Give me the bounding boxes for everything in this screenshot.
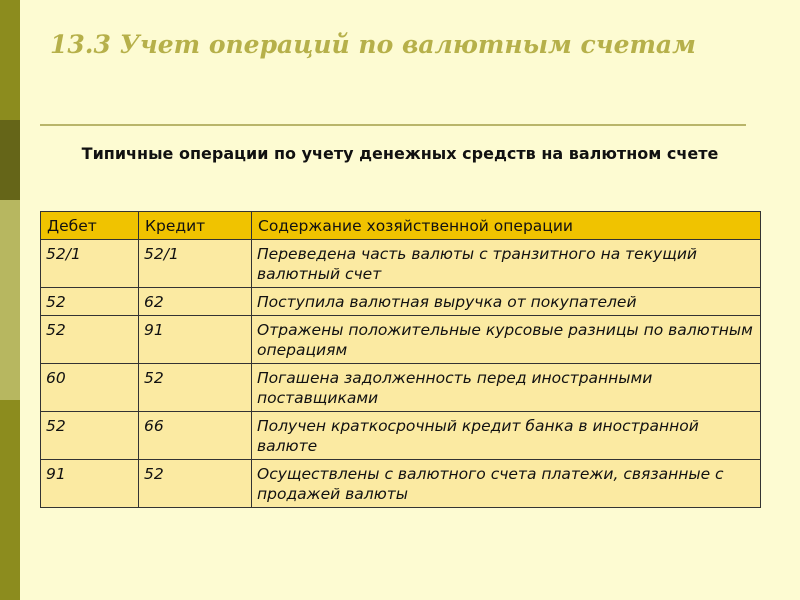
cell-content: Осуществлены с валютного счета платежи, связанные с продажей валюты (252, 460, 761, 508)
slide-title: 13.3 Учет операций по валютным счетам (50, 30, 696, 59)
cell-debit: 52 (41, 288, 139, 316)
header-credit: Кредит (139, 212, 252, 240)
left-decorative-bar (0, 0, 20, 600)
bar-segment (0, 0, 20, 120)
cell-content: Получен краткосрочный кредит банка в иностранной валюте (252, 412, 761, 460)
cell-credit: 52 (139, 460, 252, 508)
cell-credit: 52/1 (139, 240, 252, 288)
table-row (41, 240, 761, 288)
title-divider (40, 124, 746, 126)
bar-segment (0, 400, 20, 600)
cell-debit: 60 (41, 364, 139, 412)
cell-debit: 52 (41, 412, 139, 460)
table-row (41, 316, 761, 364)
table-header-row (41, 212, 761, 240)
cell-credit: 66 (139, 412, 252, 460)
cell-debit: 52/1 (41, 240, 139, 288)
header-debit: Дебет (41, 212, 139, 240)
cell-credit: 91 (139, 316, 252, 364)
cell-content: Отражены положительные курсовые разницы по валютным операциям (252, 316, 761, 364)
header-content: Содержание хозяйственной операции (252, 212, 761, 240)
bar-segment (0, 120, 20, 200)
cell-debit: 52 (41, 316, 139, 364)
cell-credit: 52 (139, 364, 252, 412)
table-row (41, 364, 761, 412)
operations-table (40, 211, 761, 508)
table-row (41, 288, 761, 316)
table-caption: Типичные операции по учету денежных средств на валютном счете (81, 144, 719, 163)
cell-content: Переведена часть валюты с транзитного на текущий валютный счет (252, 240, 761, 288)
bar-segment (0, 200, 20, 400)
cell-content: Поступила валютная выручка от покупателей (252, 288, 761, 316)
table-row (41, 460, 761, 508)
cell-debit: 91 (41, 460, 139, 508)
cell-credit: 62 (139, 288, 252, 316)
table-row (41, 412, 761, 460)
cell-content: Погашена задолженность перед иностранными поставщиками (252, 364, 761, 412)
